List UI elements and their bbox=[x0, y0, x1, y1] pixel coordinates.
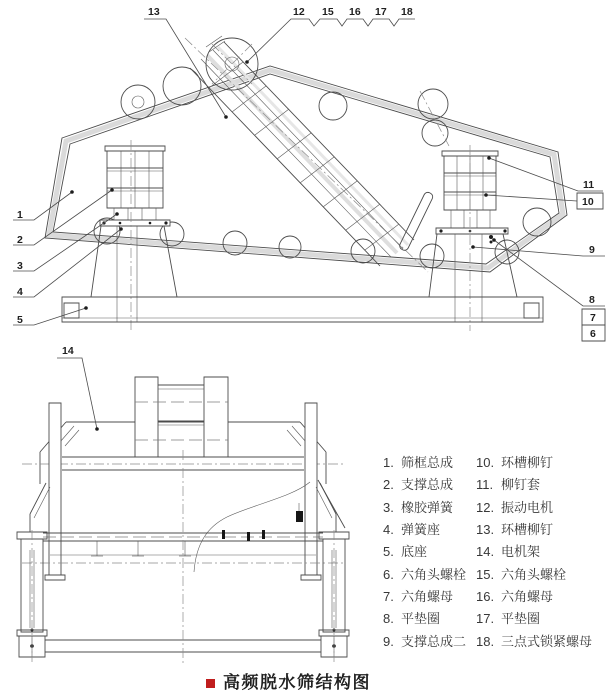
legend-item bbox=[383, 564, 466, 586]
legend-label: 电机架 bbox=[501, 544, 541, 560]
callout-6: 6 bbox=[590, 328, 596, 340]
front-view-drawing bbox=[17, 345, 349, 664]
legend-num: 7. bbox=[383, 589, 394, 605]
figure-title bbox=[206, 673, 371, 693]
base-plate bbox=[62, 297, 543, 322]
legend-num: 4. bbox=[383, 522, 394, 538]
legend-num: 13. bbox=[476, 522, 495, 538]
legend-num: 5. bbox=[383, 544, 394, 560]
motor-frame bbox=[135, 377, 228, 457]
legend-item bbox=[476, 519, 592, 541]
legend-item bbox=[476, 564, 592, 586]
callout-13: 13 bbox=[148, 6, 160, 18]
callout-8: 8 bbox=[589, 294, 595, 306]
legend-item bbox=[476, 497, 592, 519]
callout-3: 3 bbox=[17, 260, 23, 272]
legend-num: 6. bbox=[383, 566, 394, 582]
legend-item bbox=[476, 474, 592, 496]
legend-column-right bbox=[476, 452, 592, 653]
beam-hangers bbox=[91, 541, 191, 556]
callout-12: 12 bbox=[293, 6, 305, 18]
legend-label: 筛框总成 bbox=[401, 455, 454, 470]
legend-label: 环槽柳钉 bbox=[501, 522, 554, 538]
legend-item bbox=[383, 541, 466, 563]
callout-10: 10 bbox=[582, 196, 594, 208]
spring-tower-right bbox=[429, 145, 517, 331]
legend-num: 18. bbox=[476, 633, 495, 649]
legend-num: 3. bbox=[383, 499, 394, 515]
legend-label: 橡胶弹簧 bbox=[401, 499, 454, 515]
callout-11: 11 bbox=[583, 179, 595, 191]
legend-label: 六角螺母 bbox=[501, 589, 554, 605]
legend-num: 9. bbox=[383, 633, 394, 649]
legend-label: 支撑总成 bbox=[401, 477, 454, 493]
callout-5: 5 bbox=[17, 314, 23, 326]
legend-item bbox=[476, 541, 592, 563]
callout-14: 14 bbox=[62, 345, 74, 357]
legend-label: 弹簧座 bbox=[401, 522, 441, 538]
legend-item bbox=[383, 586, 466, 608]
callout-7: 7 bbox=[590, 312, 596, 324]
legend-label: 六角螺母 bbox=[401, 589, 454, 605]
legend-item bbox=[476, 608, 592, 630]
legend-label: 六角头螺栓 bbox=[401, 566, 467, 582]
title-text: 高频脱水筛结构图 bbox=[223, 673, 371, 692]
callout-9: 9 bbox=[589, 244, 595, 256]
side-view-drawing bbox=[13, 6, 605, 341]
legend-label: 六角头螺栓 bbox=[501, 566, 567, 582]
legend-item bbox=[383, 519, 466, 541]
legend-num: 15. bbox=[476, 566, 495, 582]
legend-item bbox=[383, 631, 466, 653]
legend-label: 平垫圈 bbox=[401, 611, 441, 627]
legend-num: 11. bbox=[476, 477, 494, 493]
legend-label: 三点式锁紧螺母 bbox=[501, 633, 593, 649]
legend-label: 底座 bbox=[401, 544, 428, 560]
legend-num: 8. bbox=[383, 611, 394, 627]
legend-item bbox=[476, 586, 592, 608]
legend-label: 柳钉套 bbox=[501, 477, 541, 493]
callout-15: 15 bbox=[322, 6, 334, 18]
legend-label: 环槽柳钉 bbox=[501, 455, 554, 470]
legend-num: 16. bbox=[476, 589, 495, 605]
legend-item bbox=[476, 631, 592, 653]
legend-num: 14. bbox=[476, 544, 495, 560]
callout-2: 2 bbox=[17, 234, 23, 246]
callout-17: 17 bbox=[375, 6, 387, 18]
callout-16: 16 bbox=[349, 6, 361, 18]
motor-cable bbox=[194, 482, 310, 572]
title-bullet-icon bbox=[206, 679, 215, 688]
callout-1: 1 bbox=[17, 209, 23, 221]
legend-column-left bbox=[383, 452, 466, 653]
callout-4: 4 bbox=[17, 286, 23, 298]
callout-18: 18 bbox=[401, 6, 413, 18]
legend-label: 平垫圈 bbox=[501, 611, 541, 627]
legend-num: 2. bbox=[383, 477, 394, 493]
front-view-leaders bbox=[57, 358, 99, 431]
legend-num: 10. bbox=[476, 455, 495, 470]
side-brackets bbox=[30, 480, 345, 532]
legend-label: 支撑总成二 bbox=[401, 633, 467, 649]
legend-item bbox=[383, 608, 466, 630]
exciter-beam bbox=[185, 38, 428, 272]
legend-item bbox=[383, 497, 466, 519]
legend-item bbox=[476, 452, 592, 474]
legend-num: 1. bbox=[383, 455, 394, 470]
legend-item bbox=[383, 474, 466, 496]
legend-num: 17. bbox=[476, 611, 495, 627]
legend-label: 振动电机 bbox=[501, 499, 554, 515]
legend-item bbox=[383, 452, 466, 474]
legend-num: 12. bbox=[476, 499, 495, 515]
